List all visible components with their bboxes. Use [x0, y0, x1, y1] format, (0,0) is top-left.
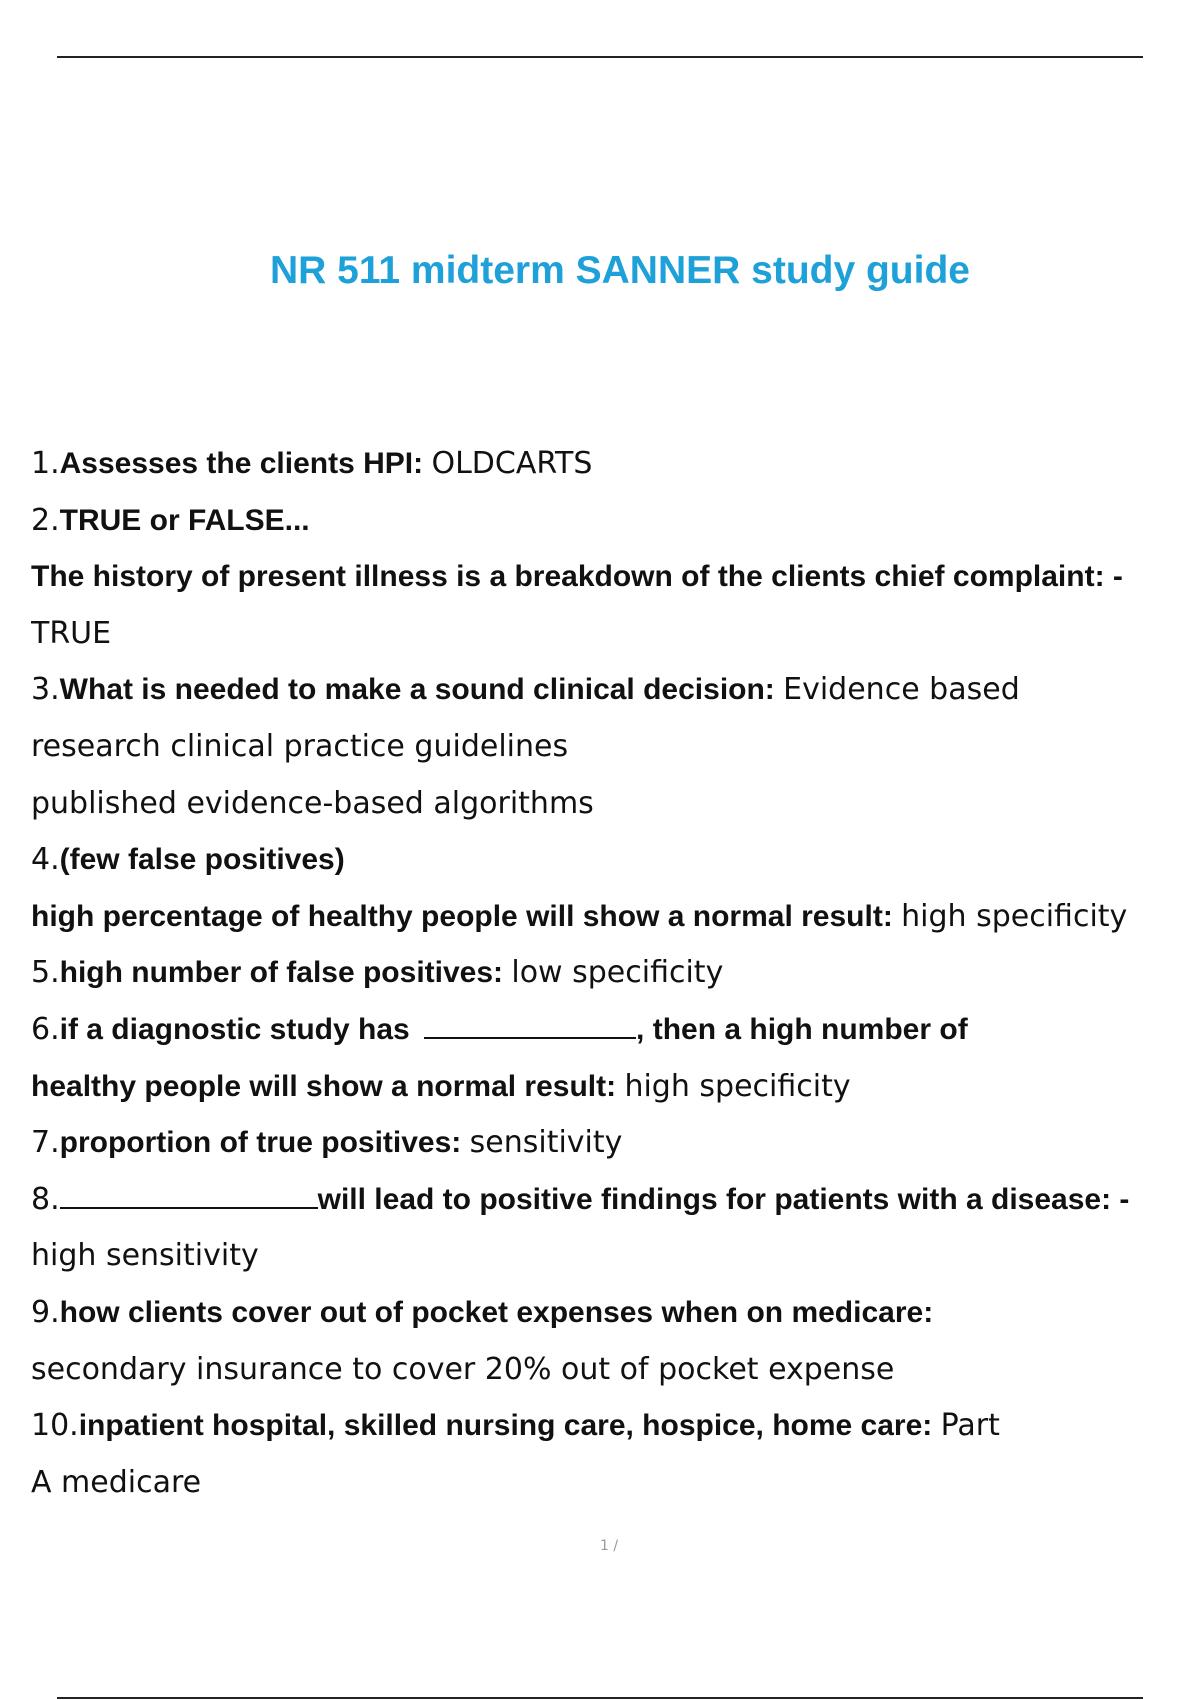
item-number: 9.	[31, 1294, 60, 1330]
question-text: will lead to positive findings for patients with a disease: -	[317, 1182, 1130, 1216]
list-item	[31, 1285, 1200, 1342]
item-number: 7.	[31, 1125, 60, 1161]
answer-text: research clinical practice guidelines	[31, 728, 569, 764]
item-number: 2.	[31, 502, 60, 538]
study-guide-list	[31, 436, 1200, 1511]
fill-in-blank	[60, 1187, 318, 1209]
list-item-continuation	[31, 719, 1200, 776]
answer-text: Evidence based	[783, 672, 1020, 708]
item-number: 4.	[31, 842, 60, 878]
bottom-rule	[57, 1697, 1143, 1699]
fill-in-blank	[424, 1017, 636, 1039]
list-item	[31, 945, 1200, 1002]
answer-text: secondary insurance to cover 20% out of pocket expense	[31, 1351, 895, 1387]
item-number: 6.	[31, 1011, 60, 1047]
item-number: 10.	[31, 1408, 79, 1444]
question-text: TRUE or FALSE...	[59, 503, 310, 537]
question-text: high number of false positives:	[59, 956, 512, 990]
answer-text: A medicare	[31, 1464, 202, 1500]
question-text: (few false positives)	[59, 843, 345, 877]
list-item	[31, 1172, 1200, 1229]
list-item	[31, 832, 1200, 889]
item-number: 3.	[31, 672, 60, 708]
answer-text: OLDCARTS	[431, 446, 593, 481]
item-number: 1.	[31, 446, 60, 481]
list-item-continuation	[31, 1059, 1200, 1116]
question-text: The history of present illness is a breakdown of the clients chief complaint: -	[31, 560, 1123, 594]
answer-text: high specificity	[624, 1068, 851, 1104]
list-item-continuation	[31, 776, 1200, 833]
list-item-continuation	[31, 1228, 1200, 1285]
list-item	[31, 436, 1200, 493]
question-text: if a diagnostic study has	[59, 1012, 419, 1046]
answer-text: sensitivity	[469, 1125, 623, 1161]
list-item-continuation	[31, 606, 1200, 663]
top-rule	[57, 56, 1143, 58]
answer-text: published evidence-based algorithms	[31, 785, 594, 821]
question-text: , then a high number of	[636, 1012, 968, 1046]
list-item	[31, 1398, 1200, 1455]
question-text: proportion of true positives:	[59, 1126, 470, 1160]
answer-text: high sensitivity	[31, 1238, 259, 1274]
list-item-continuation	[31, 1455, 1200, 1512]
question-text: What is needed to make a sound clinical decision:	[59, 673, 784, 707]
answer-text: high specificity	[901, 898, 1128, 934]
question-text: inpatient hospital, skilled nursing care, hospice, home care:	[78, 1409, 941, 1443]
question-text: Assesses the clients HPI:	[59, 447, 432, 480]
document-title: NR 511 midterm SANNER study guide	[270, 249, 970, 292]
list-item	[31, 662, 1200, 719]
list-item	[31, 1115, 1200, 1172]
item-number: 5.	[31, 955, 60, 991]
list-item	[31, 1002, 1200, 1059]
answer-text: Part	[940, 1408, 1000, 1444]
page-number: 1 /	[600, 1538, 619, 1554]
answer-text: TRUE	[31, 615, 112, 651]
item-number: 8.	[31, 1181, 60, 1217]
question-text: high percentage of healthy people will show a normal result:	[31, 899, 902, 933]
list-item-continuation	[31, 549, 1200, 606]
list-item	[31, 493, 1200, 550]
question-text: how clients cover out of pocket expenses when on medicare:	[59, 1295, 934, 1329]
answer-text: low specificity	[511, 955, 724, 991]
list-item-continuation	[31, 1342, 1200, 1399]
question-text: healthy people will show a normal result:	[31, 1069, 625, 1103]
list-item-continuation	[31, 889, 1200, 946]
